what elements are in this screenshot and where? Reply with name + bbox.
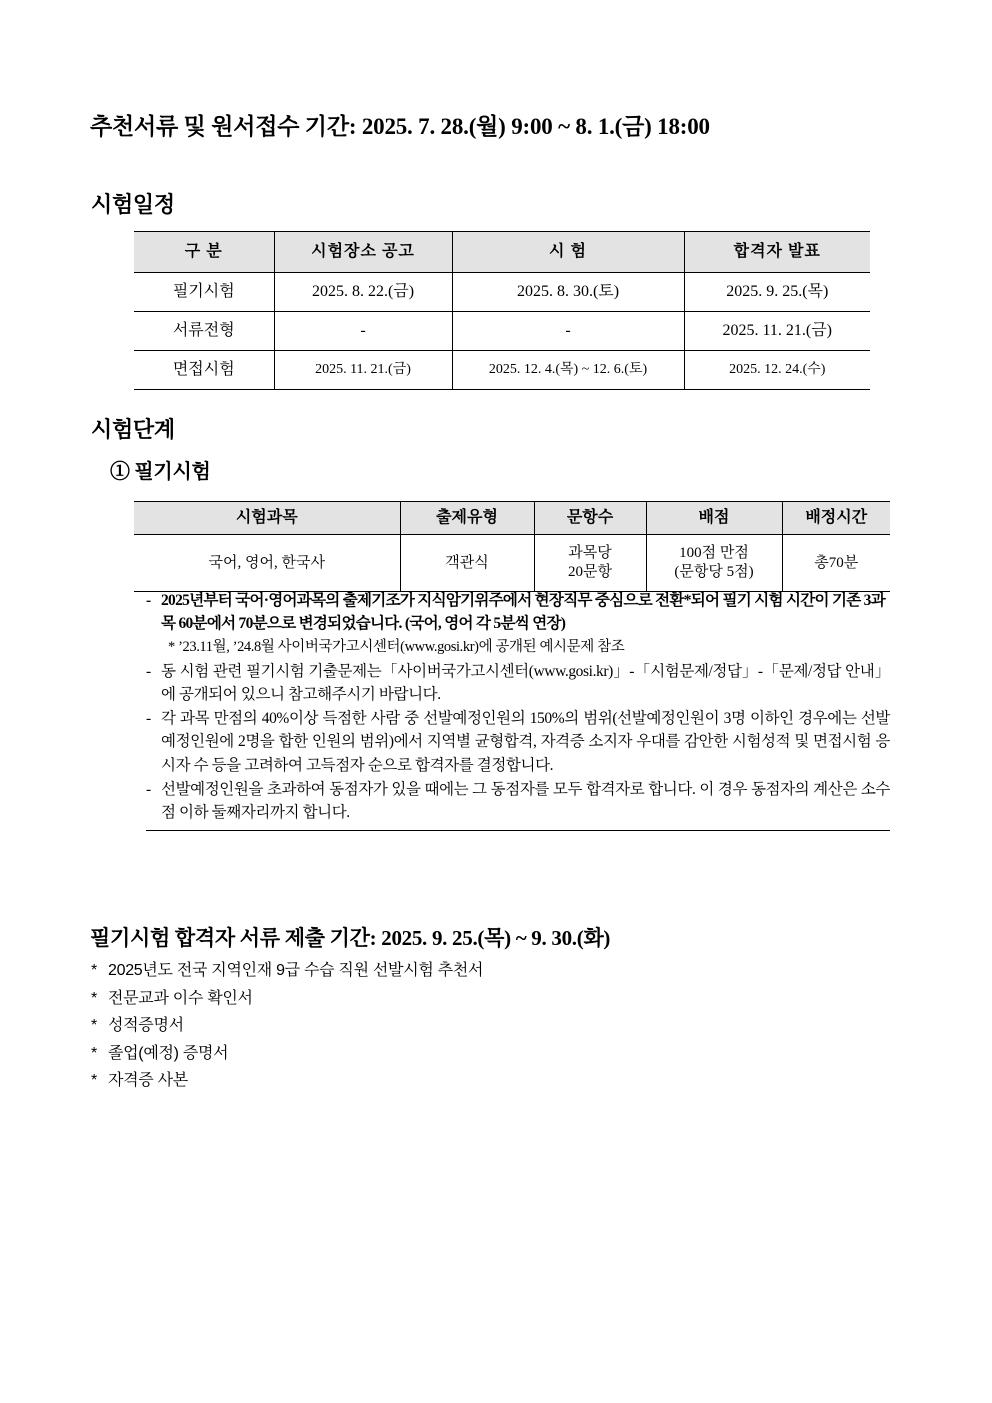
- schedule-section-title: 시험일정: [91, 192, 175, 217]
- cell-exam: -: [452, 312, 684, 351]
- cell-subjects: 국어, 영어, 한국사: [134, 535, 400, 592]
- list-item-label: 전문교과 이수 확인서: [108, 989, 253, 1007]
- cell-result: 2025. 9. 25.(목): [684, 273, 870, 312]
- cell-exam: 2025. 12. 4.(목) ~ 12. 6.(토): [452, 351, 684, 390]
- note-dash: -: [146, 780, 151, 798]
- bullet-star-icon: *: [91, 1017, 97, 1035]
- note-text: 2025년부터 국어·영어과목의 출제기조가 지식암기위주에서 현장직무 중심으로 전환*되어 필기 시험 시간이 기존 3과목 60분에서 70분으로 변경되었습니다. (국어, 영어 각 5분씩 연장): [161, 592, 885, 633]
- column-header-question-type: 출제유형: [400, 502, 534, 535]
- cell-question-type: 객관식: [400, 535, 534, 592]
- column-header-venue-notice: 시험장소 공고: [274, 232, 452, 273]
- note-item: [146, 660, 890, 707]
- column-header-exam: 시 험: [452, 232, 684, 273]
- score-line-2: (문항당 5점): [674, 564, 754, 580]
- list-item-label: 자격증 사본: [108, 1072, 188, 1090]
- cell-question-count: [534, 535, 646, 592]
- cell-venue-notice: 2025. 8. 22.(금): [274, 273, 452, 312]
- list-item-label: 졸업(예정) 증명서: [108, 1044, 229, 1062]
- column-header-score: 배점: [646, 502, 782, 535]
- column-header-subjects: 시험과목: [134, 502, 400, 535]
- list-item-label: 2025년도 전국 지역인재 9급 수습 직원 선발시험 추천서: [108, 962, 484, 979]
- written-exam-notes: [146, 589, 890, 831]
- note-text: 각 과목 만점의 40%이상 득점한 사람 중 선발예정인원의 150%의 범위(선발예정인원이 3명 이하인 경우에는 선발예정인원에 2명을 합한 인원의 범위)에서 지역별 균형합격, 자격증 소지자 우대를 감안한 시험성적 및 면접시험 응시자 수 등을 고려하여 고득점자 순으로 합격자를 결정합니다.: [161, 710, 890, 774]
- cell-category: 서류전형: [134, 312, 274, 351]
- cell-exam: 2025. 8. 30.(토): [452, 273, 684, 312]
- list-item: [91, 1067, 483, 1095]
- written-exam-table: [134, 501, 890, 592]
- exam-schedule-table: [134, 231, 870, 390]
- cell-category: 면접시험: [134, 351, 274, 390]
- note-item: [146, 707, 890, 777]
- cell-result: 2025. 12. 24.(수): [684, 351, 870, 390]
- note-item: [146, 589, 890, 636]
- cell-venue-notice: -: [274, 312, 452, 351]
- list-item: [91, 1012, 483, 1040]
- cell-category: 필기시험: [134, 273, 274, 312]
- question-count-line-2: 20문항: [568, 564, 612, 580]
- score-line-1: 100점 만점: [679, 545, 749, 562]
- bullet-star-icon: *: [91, 1072, 97, 1090]
- cell-time: 총70분: [782, 535, 890, 592]
- cell-venue-notice: 2025. 11. 21.(금): [274, 351, 452, 390]
- column-header-question-count: 문항수: [534, 502, 646, 535]
- note-text: 선발예정인원을 초과하여 동점자가 있을 때에는 그 동점자를 모두 합격자로 합니다. 이 경우 동점자의 계산은 소수점 이하 둘째자리까지 합니다.: [161, 780, 890, 822]
- table-row: [134, 273, 870, 312]
- documents-section-heading: 필기시험 합격자 서류 제출 기간: 2025. 9. 25.(목) ~ 9. 30.(화): [90, 926, 611, 950]
- bullet-star-icon: *: [91, 989, 97, 1007]
- column-header-category: 구 분: [134, 232, 274, 273]
- note-subnote: * ’23.11월, ’24.8월 사이버국가고시센터(www.gosi.kr)에 공개된 예시문제 참조: [168, 638, 625, 655]
- note-dash: -: [146, 710, 151, 728]
- note-item: [146, 778, 890, 825]
- table-row: [134, 535, 890, 592]
- application-period-line: 추천서류 및 원서접수 기간: 2025. 7. 28.(월) 9:00 ~ 8. 1.(금) 18:00: [90, 114, 710, 139]
- required-documents-list: [91, 957, 483, 1095]
- column-header-result: 합격자 발표: [684, 232, 870, 273]
- list-item: [91, 985, 483, 1013]
- cell-score: [646, 535, 782, 592]
- table-header-row: [134, 232, 870, 273]
- question-count-line-1: 과목당: [568, 545, 612, 562]
- column-header-time: 배정시간: [782, 502, 890, 535]
- note-dash: -: [146, 662, 151, 680]
- table-header-row: [134, 502, 890, 535]
- note-dash: -: [146, 592, 151, 609]
- list-item-label: 성적증명서: [108, 1017, 184, 1035]
- list-item: [91, 957, 483, 985]
- bullet-star-icon: *: [91, 1044, 97, 1062]
- list-item: [91, 1040, 483, 1068]
- stage-section-title: 시험단계: [91, 417, 175, 442]
- note-text: 동 시험 관련 필기시험 기출문제는「사이버국가고시센터(www.gosi.kr)」-「시험문제/정답」-「문제/정답 안내」에 공개되어 있으니 참고해주시기 바랍니다.: [161, 662, 890, 703]
- bullet-star-icon: *: [91, 962, 97, 979]
- cell-result: 2025. 11. 21.(금): [684, 312, 870, 351]
- subsection-title-written-exam: ① 필기시험: [110, 461, 211, 483]
- table-row: [134, 312, 870, 351]
- table-row: [134, 351, 870, 390]
